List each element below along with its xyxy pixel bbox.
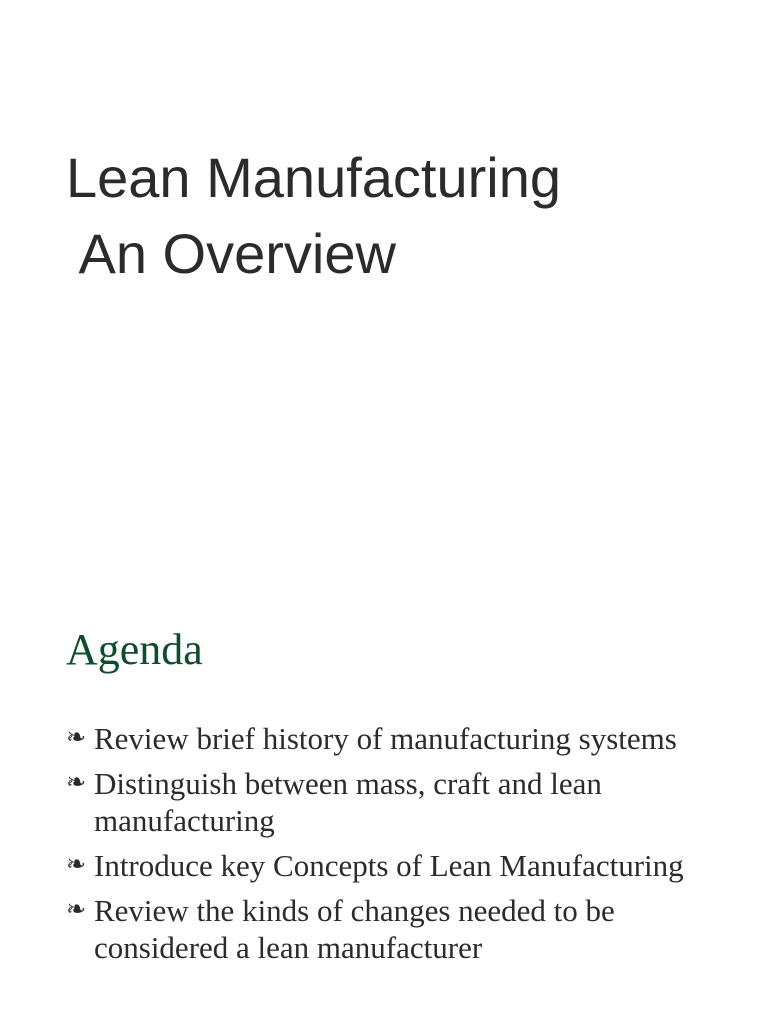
agenda-heading: Agenda [66,625,203,674]
fleuron-bullet-icon: ❧ [66,897,87,923]
agenda-item-text: Review brief history of manufacturing systems [94,721,677,756]
agenda-item [66,892,746,966]
agenda-item-text: Introduce key Concepts of Lean Manufacturing [94,848,684,883]
agenda-list [66,720,746,974]
slide-title [66,140,561,292]
agenda-item-text: Review the kinds of changes needed to be considered a lean manufacturer [94,893,615,965]
agenda-item [66,720,746,757]
title-line-1: Lean Manufacturing [66,146,562,209]
fleuron-bullet-icon: ❧ [66,770,87,796]
title-line-2: An Overview [66,222,396,285]
agenda-item [66,847,746,884]
agenda-item [66,765,746,839]
fleuron-bullet-icon: ❧ [66,852,87,878]
fleuron-bullet-icon: ❧ [66,725,87,751]
agenda-item-text: Distinguish between mass, craft and lean manufacturing [94,766,602,838]
